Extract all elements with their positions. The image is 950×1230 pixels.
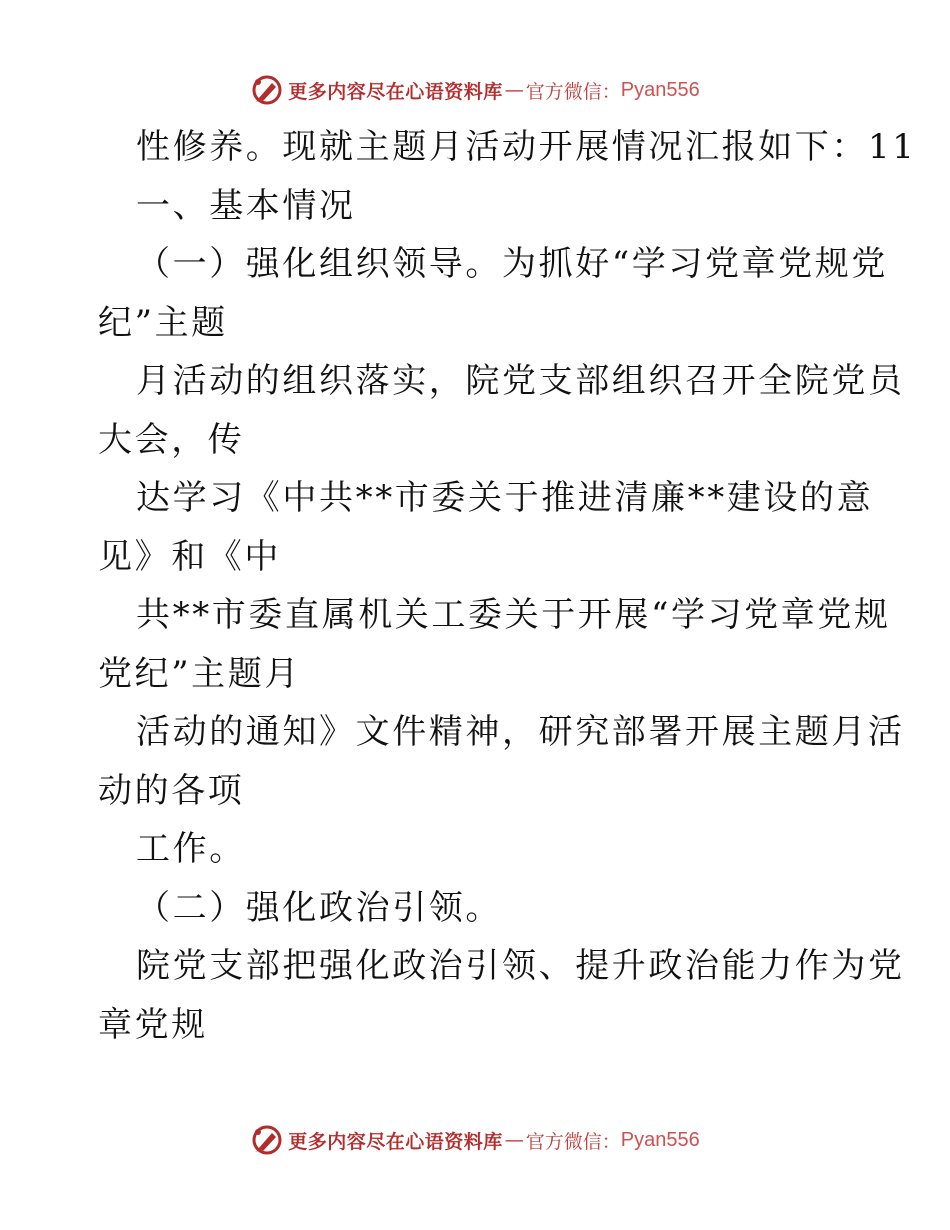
document-line: 大会，传 <box>98 419 245 460</box>
watermark-brand: 更多内容尽在心语资料库 <box>288 1130 503 1153</box>
document-line: 月活动的组织落实，院党支部组织召开全院党员 <box>136 361 905 401</box>
document-line: 共**市委直属机关工委关于开展“学习党章党规 <box>136 595 891 635</box>
document-line: 章党规 <box>98 1004 208 1045</box>
document-body <box>98 118 917 1054</box>
pen-circle-logo-icon <box>250 73 284 107</box>
document-line: 院党支部把强化政治引领、提升政治能力作为党 <box>136 946 905 986</box>
watermark-wechat-label: 官方微信： <box>525 80 621 103</box>
document-line: 性修养。现就主题月活动开展情况汇报如下：11 <box>136 127 917 167</box>
watermark-wechat-id: Pyan556 <box>620 1128 700 1151</box>
pen-circle-logo-icon <box>250 1123 284 1157</box>
footer-watermark <box>0 1120 950 1160</box>
document-line: 达学习《中共**市委关于推进清廉**建设的意 <box>136 478 874 518</box>
watermark-wechat-id: Pyan556 <box>620 78 700 101</box>
watermark-brand: 更多内容尽在心语资料库 <box>288 80 503 103</box>
document-line: （二）强化政治引领。 <box>136 887 502 928</box>
document-line: 纪”主题 <box>98 302 228 343</box>
document-line: 一、基本情况 <box>136 185 356 226</box>
document-line: （一）强化组织领导。为抓好“学习党章党规党 <box>136 244 888 284</box>
document-line: 动的各项 <box>98 770 245 811</box>
document-line: 工作。 <box>136 829 246 869</box>
header-watermark <box>0 70 950 110</box>
document-line: 见》和《中 <box>98 536 281 577</box>
watermark-separator: — <box>504 1129 524 1151</box>
watermark-separator: — <box>504 79 524 101</box>
document-line: 党纪”主题月 <box>98 653 301 694</box>
watermark-wechat-label: 官方微信： <box>525 1130 621 1153</box>
document-line: 活动的通知》文件精神，研究部署开展主题月活 <box>136 712 905 752</box>
